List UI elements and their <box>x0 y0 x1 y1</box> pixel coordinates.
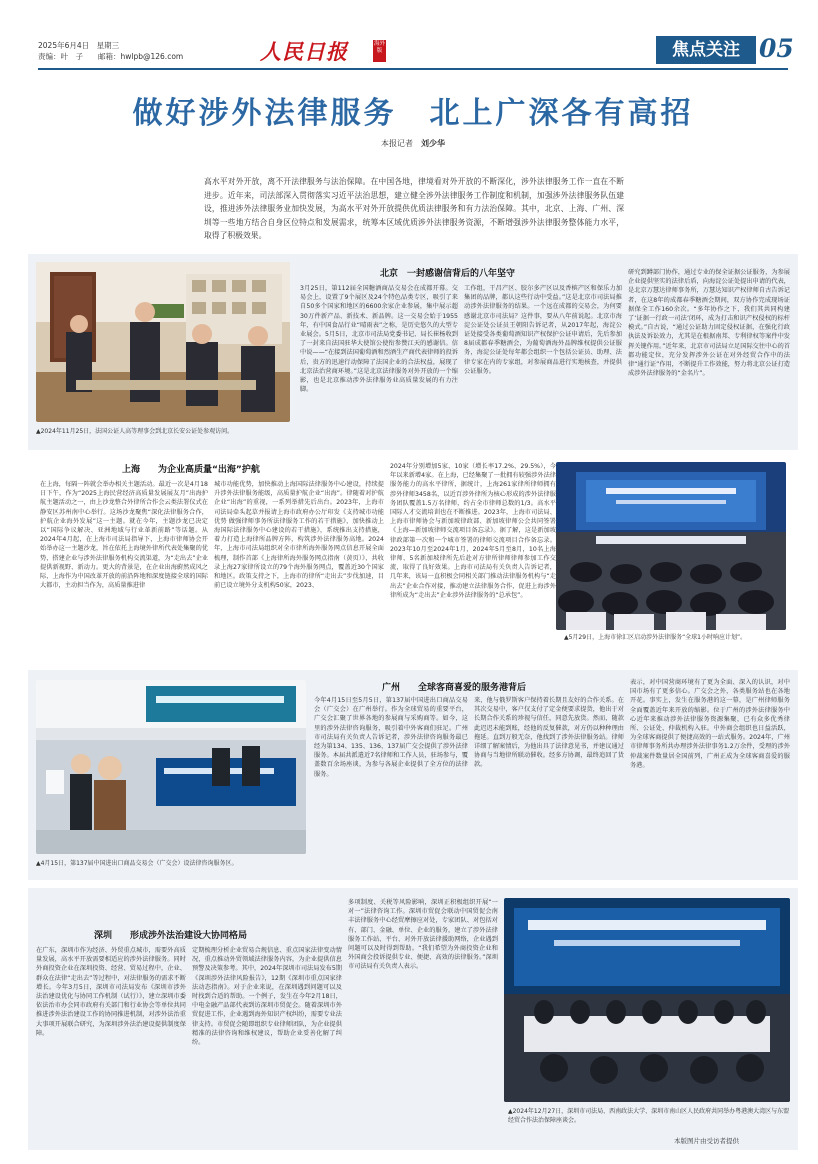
newspaper-page <box>28 22 798 1152</box>
guangzhou-title: 广州 全球客商喜爱的服务港背后 <box>382 683 527 693</box>
shenzhen-title: 深圳 形成涉外法治建设大协同格局 <box>94 931 248 941</box>
photo-credit: 本版图片由受访者提供 <box>674 1137 739 1145</box>
section-shenzhen <box>28 888 798 1150</box>
shenzhen-col-2: 定期梳理分析企业贸易合规信息、重点国家法律变动情况，重点推动外贸领域法律服务内容，为企业提供信息预警及决策参考。其中，2024年深圳市司法局发布5期《深圳涉外法律风险报告》，12期《深圳市重点国家律法动态指南》。对于企业来说，在深圳遇到问题可以及时找到合适的帮助。一个例子，发生在今年2月18日，中电金融产品部代表到访深圳市贸促会。随着深圳市外贸促进工作，企业遇到海外知识产权纠纷，需要专业法律支持。市贸促会随即组织专业律师团队，为企业提供精准的法律咨询和维权建议，帮助企业妥善化解了纠纷。 <box>192 947 342 1047</box>
byline-name: 刘少华 <box>421 139 445 148</box>
shenzhen-caption: ▲2024年12月27日，深圳市司法局、西南政法大学、深圳市南山区人民政府共同举办粤港澳大湾区与东盟经贸合作法治保障座谈会。 <box>508 1108 790 1124</box>
beijing-title: 北京 一封感谢信背后的八年坚守 <box>380 269 516 279</box>
page-number: 05 <box>759 34 794 63</box>
section-label: 焦点关注 <box>656 36 756 64</box>
shanghai-col-1: 在上海，每隔一阵就会举办相关主题活动。最近一次是4月18日下午，作为“2025上海民营经济高质量发展展友月”出海护航主题活动之一，由上沙龙整合外律所合作会云类法署仪式在静安区苏州南中心举行。这场沙龙聚焦“深化法律服务合作，护航企业海外发展”这一主题。就在今年，主题沙龙已决定以“国际争议解决、亚洲地域与行业革新前路”等话题。从2024年4月起，在上海市司法局指导下，上海市律师协会开始举办这一主题沙龙，旨在依托上海境外律所代表处集聚的优势，搭建企业与涉外法律服务机构交流渠道，为“走出去”企业提供新视野、新动力。更大的背景是，在企业出海蔚然成风之际，上海作为中国改革开放的前沿阵地和深度链接全球的国际大都市，主动担当作为，高质量推进律 <box>40 481 208 590</box>
shanghai-photo <box>556 462 786 630</box>
section-guangzhou <box>28 670 798 880</box>
shanghai-title: 上海 为企业高质量“出海”护航 <box>122 465 260 475</box>
masthead-info <box>38 40 183 62</box>
guangzhou-col-3: 表示，对中国营商环境有了更为全面、深入的认识，对中国市场有了更多信心。广交会之外，各类服务站也在各地开花。事实上，发生在服务港的这一幕，是广州律师服务全面覆盖近年来开放的缩影。位于广州的涉外法律服务中心近年来推动涉外法律服务资源集聚，已有众多优秀律所、公证处、仲裁机构入驻。中外商会组织也日益活跃，为全球客商提供了便捷高效的一站式服务。2024年，广州市律师事务所共办理涉外法律事务1.2万余件，受理的涉外仲裁案件数量居全国前列，广州正成为全球客商喜爱的服务港。 <box>630 679 790 769</box>
shenzhen-photo <box>504 898 790 1102</box>
editor-line: 责编：叶 子 邮箱：hwlpb@126.com <box>38 52 184 61</box>
section-beijing <box>28 254 798 450</box>
shenzhen-col-3: 多项制度、关税等风险影响，深圳正积极组织开展“一对一”法律咨询工作。深圳市贸促会联动中国贸促会南丰法律服务中心经贸摩擦应对处，专家团队、对包括对有、部门、金融、单位、企业的服务，建立了涉外法律服务工作站、平台、对外开放法律援助网络，企业遇到问题可以及时得到帮助。“我们希望为外商投资企业和外国商会投诉提供专业、便捷、高效的法律服务。”深圳市司法局有关负责人表示。 <box>348 899 498 971</box>
beijing-col-3: 研究到蹲部门协作，通过专业的保全证据公证服务，为参展企业提供坚实的法律后盾，向海淀公证处提出申请的代表，是北京万慧达律师事务所，万慧达知识产权律师自古告诉记者，在这8年的成都春季糖酒会期间，双方协作完成现场证据保全工作160余次。“多年协作之下，我们其共同构建了‘证据一行政一司法’闭环，成为打击和识产权侵权的标杆模式。”自古说，“通过公证助力固定侵权证据，在强化行政执法及诉讼效力，尤其是在根据南邦、专利律权等案件中发挥关键作用。”近年来，北京市司法局立足国际交往中心的首都功能定位，充分发挥涉外公证在对外经贸合作中的法律“通行证”作用，不断提升工作效能，努力将北京公证打造成涉外法律服务的“金名片”。 <box>628 269 790 378</box>
masthead-rule <box>38 68 788 70</box>
shanghai-col-2: 城市功能优势，加快推动上海国际法律服务中心建设，持续提升涉外法律服务能级，高质量护航企业“出海”。律随着对护航企业“出海”的重视，一系列举措先后出台。2023年，上海市司法局牵头起草并报请上海市政府办公厅印发《支持城市功能优势 做强律师事务所法律服务工作的若干措施》，加快推动上海国际法律服务中心建设的若干措施》，系统推出支持措施，着力打造上海律所品牌方阵，构筑涉外法律服务高地。2024年，上海市司法局组织对全市律所海外服务网点信息开展全面梳理，制作首部《上海律所海外服务网点指南（黄页）》，共收录上海27家律所设立的79个海外服务网点，覆盖近30个国家和地区。政策支持之下，上海市的律所“走出去”步伐加速，目前已设立境外分支机构50家，2023、 <box>214 481 384 590</box>
beijing-col-1: 3月25日，第112届全国糖酒商品交易会在成都开幕。交易会上，设置了9个展区及24个特色品类专区，吸引了来自50多个国家和地区的6600余家企业参展，集中展示超30万件新产品、新技术、新品牌。这一交易会始于1955年，有中国食品行业“晴雨表”之称，是历史悠久的大型专业展会。5月5日，北京市司法局党委书记、局长崔杨收到了一封来自法国驻华大使馆公使衔参赞江天的感谢信。信中说——“在接到法国葡萄酒和烈酒生产商代表律师的投诉后，贵方的迅速行动保障了法国企业的合法权益，展现了北京法治营商环境。”这是北京法律服务对外开放的一个缩影，也是北京推动涉外法律服务业高质量发展的有力注脚。 <box>300 285 458 394</box>
guangzhou-caption: ▲4月15日，第137届中国进出口商品交易会（广交会）设法律咨询服务区。 <box>36 860 238 867</box>
newspaper-logo: 人民日报 <box>260 39 348 64</box>
logo-tag: 海外版 <box>373 40 386 62</box>
shenzhen-col-1: 在广东，深圳市作为经济、外贸重点城市，需要外高质量发展，高水平开放需要相适应的涉外法律服务。同时外商投资企业在深圳投资、经营、贸易过程中，企业、群众在法律“走出去”等过程中，对法律服务的需求不断增长。今年3月5日，深圳市司法局发布《深圳市涉外法治建设优化与协同工作机制（试行）》，建立深圳市委依法治市办会同市政府有关部门和行业协会等单位共同推进涉外法治建设工作的协同推进机制，对涉外法治重大事项开展联合研究，为深圳涉外法治建设提供制度保障。 <box>36 947 186 1037</box>
headline: 做好涉外法律服务 北上广深各有高招 <box>132 96 694 131</box>
guangzhou-col-2: 来，他与俄罗斯客户保持着长期且友好的合作关系。在其次交易中，客户仅支付了定金便要求提货，他出于对长期合作关系的珍视与信任，同意先放货。然而，随款此迟迟未能到账，经他的反复催款，对方仍以种种理由拖延。直到万般无奈，他找到了涉外法律服务站。律师详细了解案情后，为他出具了法律意见书，并建议通过协商与当地律所联动催收。经多方协调，最终追回了货款。 <box>474 697 624 769</box>
guangzhou-col-1: 今年4月15日至5月5日，第137届中国进出口商品交易会（广交会）在广州举行。作为全球贸易的重要平台，广交会汇聚了世界各地的参展商与采购商等。如今，这里的涉外法律咨询服务，吸引着中外客商们驻足。广州市司法局有关负责人告诉记者，涉外法律咨询服务最已经为第134、135、136、137届广交会提供了涉外法律服务。本届共派遣近7名律师和工作人员，驻场参与，覆盖数百余场座谈，为参与各展企业提供了全方位的法律服务。 <box>314 697 468 778</box>
issue-date: 2025年6月4日 星期三 <box>38 41 120 50</box>
guangzhou-photo <box>36 680 306 854</box>
beijing-caption: ▲2024年11月25日，法国公证人高等理事会到北京长安公证处参观访问。 <box>36 428 234 435</box>
beijing-photo <box>36 262 290 422</box>
shanghai-col-3: 2024年分别增加5家、10家（增长率17.2%、29.5%），今年以来新增4家。在上海，已经集聚了一批拥有较强涉外法律服务能力的高水平律所，据统计，上海261家律所律师拥有涉外律师3458名，以近百涉外律所为核心形成的涉外法律服务团队覆盖1.5万名律师，约占全市律师总数的1/3。高水平国际人才交流培训也在不断推进。2023年，上海市司法局、上海市律师协会与新加坡律政部、新加坡律师公会共同签署《上海—新加坡律师交流项目备忘录》。据了解，这是新加坡律政部第一次和一个城市签署的律师交流项目合作备忘录。2023年10月至2024年1月，2024年5月至8月，10名上海律师、5名新加坡律所先后赴对方律所律师律师参加工作交流，取得了良好效果。上海市司法局有关负责人告诉记者，几年来，该局一直积极会同相关部门推动法律服务机构与“走出去”企业合作对接，推动建立法律服务合作，促进上海涉外律所成为“走出去”企业涉外法律服务的“总承包”。 <box>390 463 556 599</box>
beijing-col-2: 工作组，干昌产区、胶尔多产区以及香槟产区和保乐力加集团的品牌，都认这些行动中受益。”这是北京市司法局推动涉外法律服务的结果。一个远在成都的交易会，为何要感谢北京市司法局？这件事，要从八年前说起。北京市海淀公证处公证员王朝阳告诉记者，从2017年起，海淀公证处接受各类葡萄酒知识产权保护公证申请后，先后参加8届成都春季糖酒会，为葡萄酒海外品牌维权提供公证服务，海淀公证处每年都会组织一个包括公证员、助理、法律专家在内的专家组，对参展商品进行实地核查，并提供公证服务。 <box>464 285 622 375</box>
byline <box>28 138 798 149</box>
byline-role: 本报记者 <box>381 139 413 148</box>
shanghai-caption: ▲5月29日，上海市徐汇区启动涉外法律服务“全球1小时响应计划”。 <box>564 634 747 641</box>
lead-paragraph: 高水平对外开放，离不开法律服务与法治保障。在中国各地，律境看对外开放的不断深化，涉外法律服务工作一直在不断进步。近年来，司法部深入贯彻落实习近平法治思想，建立健全涉外法律服务工作制度和机制，加强涉外法律服务队伍建设，推进涉外法律服务业加快发展，为高水平对外开放提供优质法律服务和有力法治保障。其中，北京、上海、广州、深圳等一些地方结合自身区位特点和发展需求，统筹本区域优质涉外法律服务资源，不断增强涉外法律服务整体能力水平，取得了积极效果。 <box>204 177 624 240</box>
